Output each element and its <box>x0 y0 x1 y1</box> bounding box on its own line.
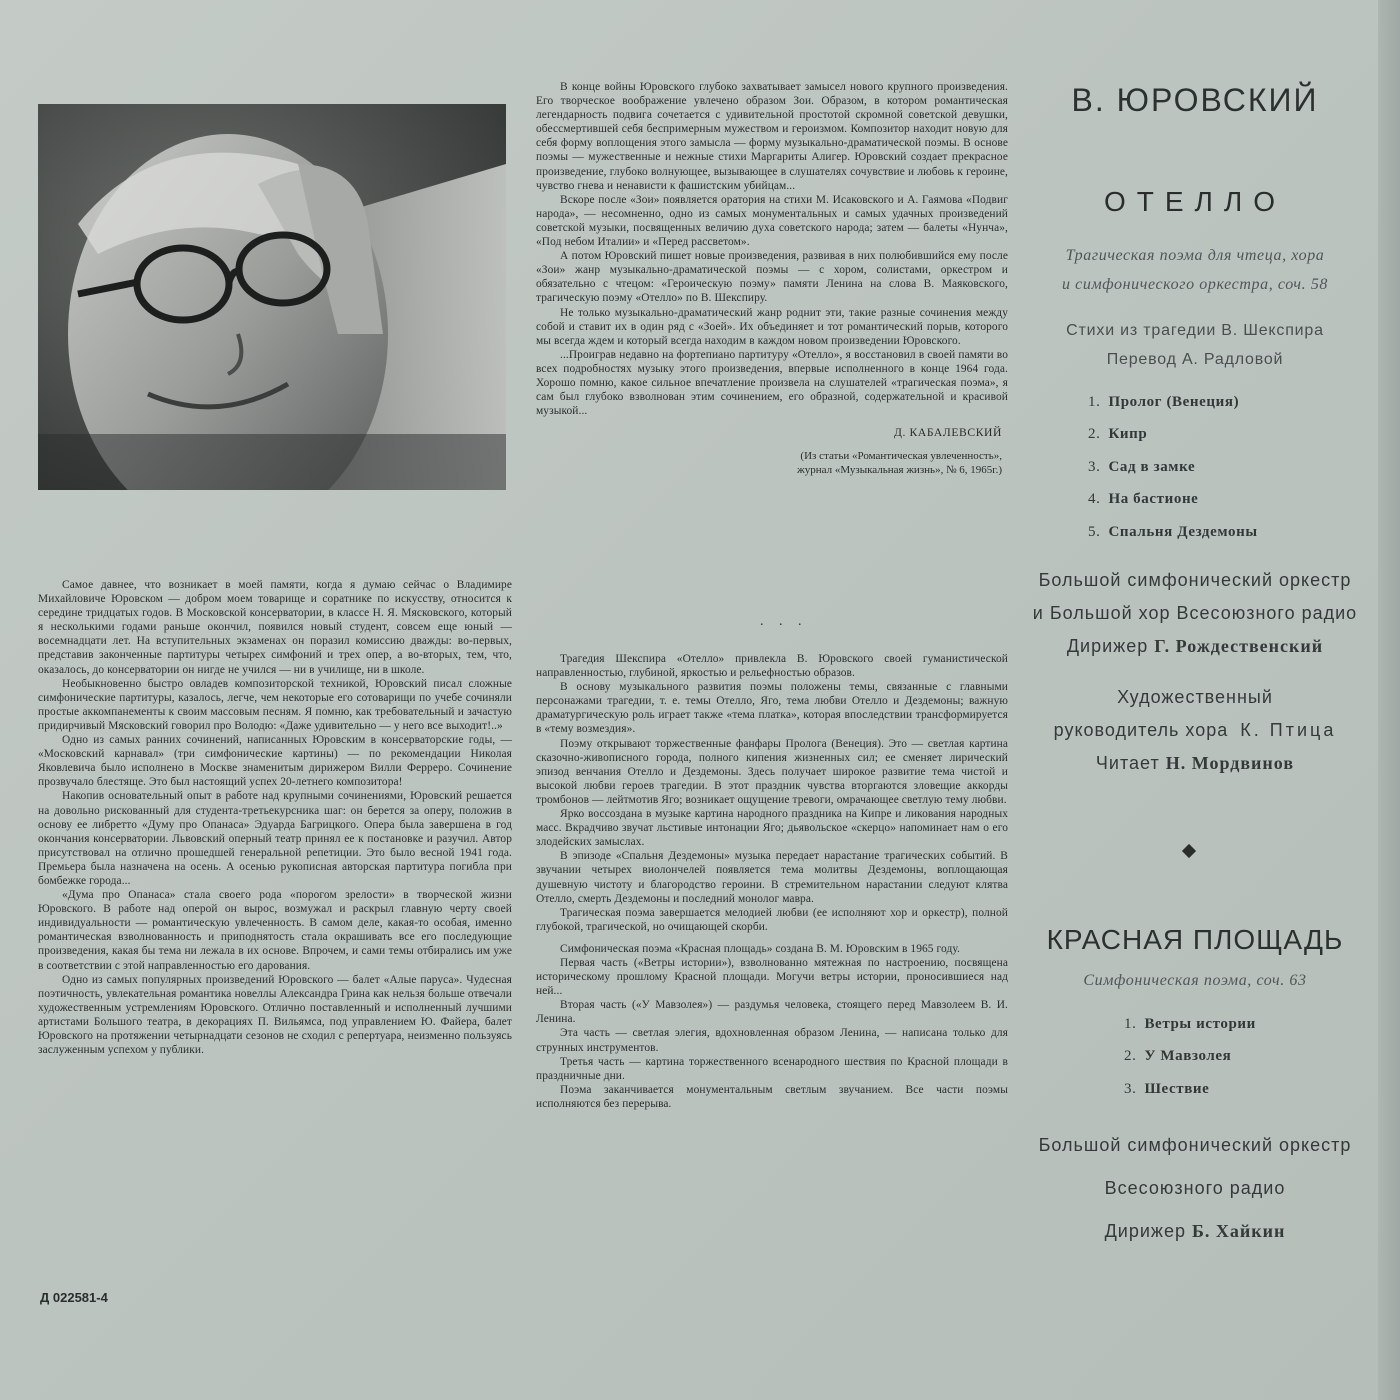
catalog-number: Д 022581-4 <box>40 1290 108 1305</box>
essay-paragraph: Вскоре после «Зои» появляется оратория на стихи М. Исаковского и А. Гаямова «Подвиг народа», — несомненно, одно из самых монументальных и самых удачных произведений советской музыки, посвященных величию духа советского народа; затем — балеты «Нунча», «Под небом Италии» и «Перед рассветом». <box>536 193 1008 249</box>
work1-credits: Стихи из трагедии В. Шекспира Перевод А. Радловой <box>1066 322 1324 368</box>
notes-paragraph: Поэма заканчивается монументальным светлым звучанием. Все части поэмы исполняются без перерыва. <box>536 1083 1008 1110</box>
work2-title: КРАСНАЯ ПЛОЩАДЬ <box>1046 924 1344 955</box>
notes-paragraph: Трагедия Шекспира «Отелло» привлекла В. Юровского своей гуманистической направленностью, глубиной, яркостью и рельефностью образов. <box>536 653 1008 680</box>
notes-paragraph: В основу музыкального развития поэмы положены темы, связанные с главными персонажами трагедии, т. е. темы Отелло, Яго, тема любви Отелло и Дездемоны; важную драматургическую роль играет также «тема платка», которая впоследствии трансформируется в «тему возмездия». <box>536 681 1008 736</box>
work1-performers: Большой симфонический оркестр и Большой хор Всесоюзного радио Дирижер Г. Рождественский <box>1032 570 1358 656</box>
notes-paragraph: Третья часть — картина торжественного всенародного шествия по Красной площади в праздничные дни. <box>536 1055 1008 1082</box>
notes-paragraph: Первая часть («Ветры истории»), взволнованно мятежная по настроению, посвящена историческому прошлому Красной площади. Могучи ветры истории, проносившиеся над ней... <box>536 956 1008 998</box>
sleeve-edge <box>1378 0 1400 1400</box>
notes-paragraph: Эта часть — светлая элегия, вдохновленная образом Ленина, — написана только для струнных инструментов. <box>536 1027 1008 1054</box>
notes-paragraph: В эпизоде «Спальня Дездемоны» музыка передает нарастание трагических событий. В звучании четырех виолончелей появляется тема молитвы Дездемоны, воплощающая душевную чистоту и благородство героини. В стремительном нарастании следуют клятва Отелло, смерть Дездемоны и последний монолог мавра. <box>536 850 1008 905</box>
track-item: 1. Ветры истории <box>1124 1016 1256 1032</box>
work1-tracklist <box>1088 394 1258 556</box>
memoir-text <box>38 578 512 1057</box>
essay-paragraph: Не только музыкально-драматический жанр роднит эти, такие разные сочинения между собой и ставит их в один ряд с «Зоей». Их объединяет и тот романтический порыв, которого мы всегда ждем и который всегда находим в каждом новом произведении Юровского. <box>536 306 1008 347</box>
work1-subtitle: Трагическая поэма для чтеца, хора и симфонического оркестра, соч. 58 <box>1061 247 1329 293</box>
essay-paragraph: А потом Юровский пишет новые произведения, развивая в них полюбившийся ему после «Зои» жанр музыкально-драматической поэмы — с хором, солистами, оркестром и обязательно с чтецом: «Героическую поэму» памяти Ленина на слова В. Маяковского, трагическую поэму «Отелло» по В. Шекспиру. <box>536 250 1008 305</box>
notes-paragraph: Вторая часть («У Мавзолея») — раздумья человека, стоящего перед Мавзолеем В. И. Ленина. <box>536 999 1008 1026</box>
notes-paragraph: Ярко воссоздана в музыке картина народного праздника на Кипре и ликования народных масс. Вкрадчиво звучат льстивые интонации Яго; дьявольское «скерцо» напоминает нам о его злодейских замыслах. <box>536 808 1008 849</box>
track-item: 5. Спальня Дездемоны <box>1088 523 1258 540</box>
essay-paragraph: ...Проиграв недавно на фортепиано партитуру «Отелло», я восстановил в своей памяти во всех подробностях музыку этого произведения, впервые исполненного в конце 1964 года. Хорошо помню, какое сильное впечатление произвела на слушателей «трагическая поэма», я сам был глубоко взволнован этим сочинением, его образной, содержательной и красивой музыкой... <box>536 348 1008 418</box>
track-item: 3. Шествие <box>1124 1080 1210 1097</box>
track-item: 1. Пролог (Венеция) <box>1088 394 1240 410</box>
track-item: 4. На бастионе <box>1088 491 1199 508</box>
memoir-paragraph: Необыкновенно быстро овладев композиторской техникой, Юровский писал сложные симфонические партитуры, казалось, легче, чем некоторые его сотоварищи по учебе сочиняли простые аккомпанементы к своим массовым песням. Я помню, как требовательный и зачастую придирчивый Мясковский говорил про Володю: «Даже удивительно — у него все выходит!..» <box>38 677 512 732</box>
notes-paragraph: Поэму открывают торжественные фанфары Пролога (Венеция). Это — светлая картина сказочно-живописного города, полного кипения жизненных сил; ее сменяет лирический эпизод венчания Отелло и Дездемоны. Здесь получает широкое развитие тема чистой и высокой любви героев трагедии. В этот праздник чувства вторгаются зловещие аккорды тромбонов — лейтмотив Яго; возникает ощущение тревоги, омрачающее светлую тему любви. <box>536 737 1008 806</box>
track-item: 2. Кипр <box>1088 426 1148 443</box>
work1-title: ОТЕЛЛО <box>1103 186 1287 217</box>
memoir-paragraph: «Дума про Опанаса» стала своего рода «порогом зрелости» в творческой жизни Юровского. В работе над оперой он вырос, возмужал и раскрыл главную черту своей индивидуальности — романтическую увлеченность. В самом деле, какая-то особая, именно романтическая взволнованность и приподнятость стала окрашивать все его последующие произведения, какая бы тема ни лежала в их основе. Впрочем, и сами темы отбирались им уже в соответствии с этой направленностью его дарования. <box>38 889 512 972</box>
work2-tracklist <box>1124 1016 1256 1113</box>
work1-choir-reader: Художественный руководитель хора К. Птица Читает Н. Мордвинов <box>1053 687 1337 773</box>
notes-paragraph: Трагическая поэма завершается мелодией любви (ее исполняют хор и оркестр), полной глубокой, трагической, но очищающей скорби. <box>536 906 1008 933</box>
essay-source: (Из статьи «Романтическая увлеченность», журнал «Музыкальная жизнь», № 6, 1965г.) <box>797 450 1002 477</box>
essay-paragraph: В конце войны Юровского глубоко захватывает замысел нового крупного произведения. Его творческое воображение увлечено образом Зои. Образом, в котором романтическая легендарность подвига сочетается с удивительной простотой скромной советской девушки, обессмертившей себя беспримерным мужеством и героизмом. Композитор находит новую для себя форму воплощения этого замысла — форму музыкально-драматической поэмы. В основе поэмы — мужественные и нежные стихи Маргариты Алигер. Юровский создает прекрасное произведение, глубоко волнующее, вызывающее в слушателях сочувствие и любовь к героине, чувство гнева и ненависти к фашистским убийцам... <box>536 81 1008 192</box>
composer-portrait <box>38 104 506 490</box>
program-notes <box>536 652 1008 1111</box>
essay-signature: Д. КАБАЛЕВСКИЙ <box>894 426 1002 440</box>
memoir-paragraph: Одно из самых популярных произведений Юровского — балет «Алые паруса». Чудесная поэтичность, увлекательная романтика новеллы Александра Грина как нельзя больше отвечали художественным устремлениям Юровского. Отлично поставленный и исполненный лучшими артистами Большого театра, в декорациях П. Вильямса, под управлением Ю. Файера, балет Юровского на протяжении четырнадцати сезонов не сходил с репертуара, неизменно пользуясь заслуженным успехом у публики. <box>38 973 512 1057</box>
work2-performers: Большой симфонический оркестр Всесоюзного радио Дирижер Б. Хайкин <box>1038 1135 1352 1241</box>
work2-subtitle: Симфоническая поэма, соч. 63 <box>1083 972 1307 989</box>
track-item: 3. Сад в замке <box>1088 458 1196 475</box>
composer-name: В. ЮРОВСКИЙ <box>1071 82 1319 118</box>
kabalevsky-essay <box>536 80 1008 477</box>
section-divider: . . . <box>760 614 808 629</box>
memoir-paragraph: Одно из самых ранних сочинений, написанных Юровским в консерваторские годы, — «Московский карнавал» (три симфонические картины) — по рекомендации Николая Яковлевича было исполнено в Москве знаменитым дирижером Вилли Ферреро. Сочинение прозвучало блестяще. Это был настоящий успех 20-летнего композитора! <box>38 734 512 789</box>
memoir-paragraph: Накопив основательный опыт в работе над крупными сочинениями, Юровский решается на довольно рискованный для студента-третьекурсника шаг: он берется за оперу, положив в основу ее либретто «Думу про Опанаса» Эдуарда Багрицкого. Опера была завершена в год окончания консерватории. Львовский оперный театр принял ее к постановке и разучил. Автор присутствовал на отлично прошедшей генеральной репетиции. Это было весной 1941 года. Премьера была назначена на осень. А осенью рукописная авторская партитура погибла при бомбежке города... <box>38 790 512 887</box>
memoir-paragraph: Самое давнее, что возникает в моей памяти, когда я думаю сейчас о Владимире Михайловиче Юровском — добром моем товарище и соратнике по искусству, относится к середине тридцатых годов. В Московской консерватории, в классе Н. Я. Мясковского, который я несколькими годами раньше окончил, появился новый студент, совсем еще юный — восемнадцати лет. На вступительных экзаменах он поразил комиссию дважды: во-первых, представив законченные партитуры четырех симфоний и трех опер, а во-вторых, тем, что, оказалось, до консерватории он нигде не учился — ни в училище, ни в школе. <box>38 579 512 676</box>
notes-paragraph: Симфоническая поэма «Красная площадь» создана В. М. Юровским в 1965 году. <box>560 942 960 955</box>
track-item: 2. У Мавзолея <box>1124 1048 1232 1065</box>
